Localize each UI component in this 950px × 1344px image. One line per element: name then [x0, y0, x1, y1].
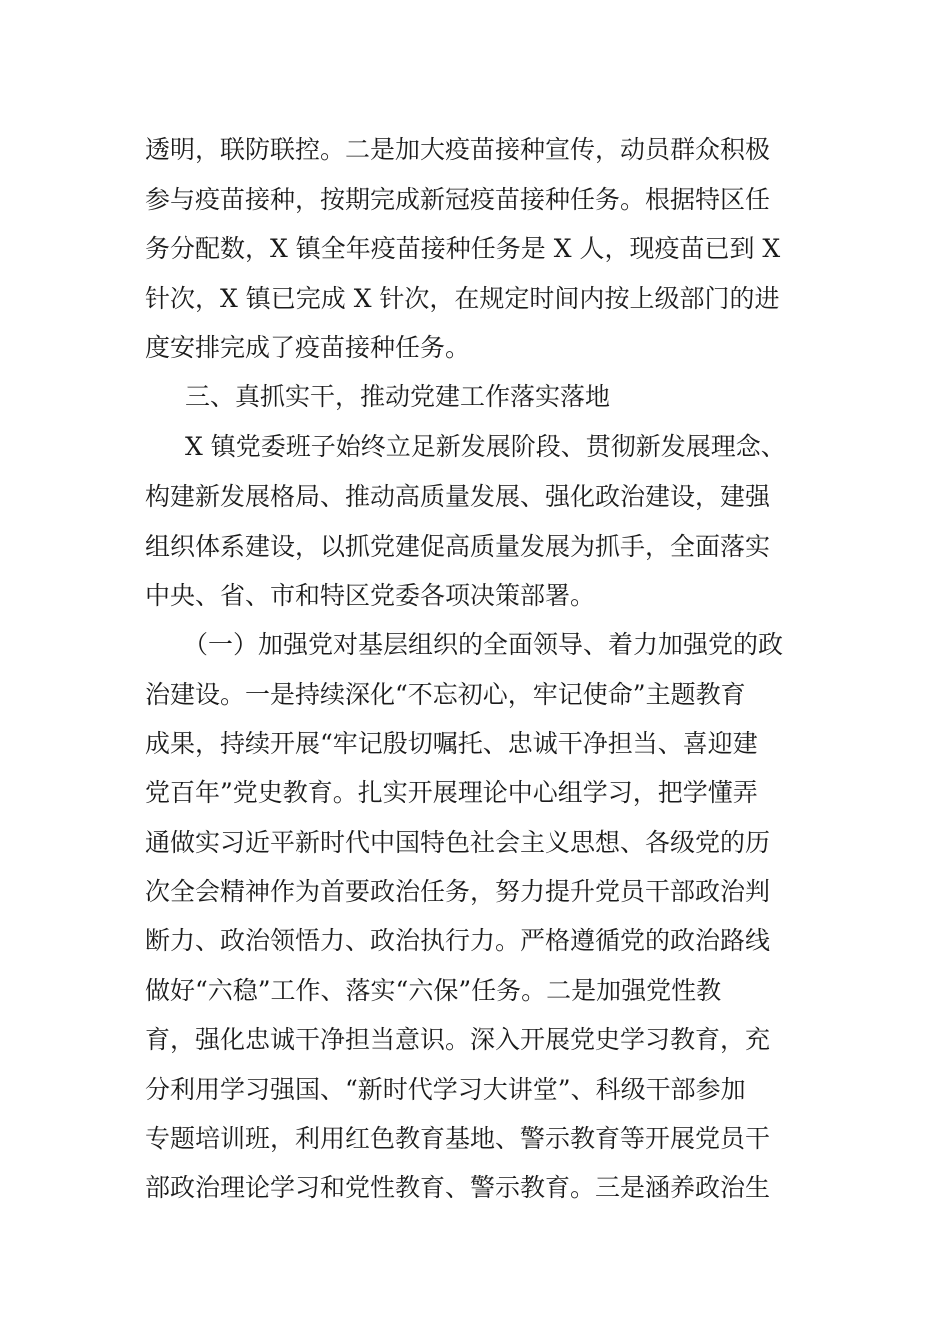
- text-line-13: 成果，持续开展“牢记殷切嘱托、忠诚干净担当、喜迎建: [145, 729, 758, 758]
- text-line-4: 针次，X 镇已完成 X 针次，在规定时间内按上级部门的进: [145, 284, 780, 313]
- text-line-9: 组织体系建设，以抓党建促高质量发展为抓手，全面落实: [145, 532, 771, 561]
- text-line-10: 中央、省、市和特区党委各项决策部署。: [145, 581, 596, 610]
- text-line-21: 专题培训班，利用红色教育基地、警示教育等开展党员干: [145, 1124, 771, 1153]
- text-line-14: 党百年”党史教育。扎实开展理论中心组学习，把学懂弄: [145, 778, 758, 807]
- text-line-3: 务分配数，X 镇全年疫苗接种任务是 X 人，现疫苗已到 X: [145, 234, 781, 263]
- text-line-18: 做好“六稳”工作、落实“六保”任务。二是加强党性教: [145, 976, 722, 1005]
- text-line-19: 育，强化忠诚干净担当意识。深入开展党史学习教育，充: [145, 1025, 771, 1054]
- text-line-15: 通做实习近平新时代中国特色社会主义思想、各级党的历: [145, 828, 771, 857]
- text-line-1: 透明，联防联控。二是加大疫苗接种宣传，动员群众积极: [145, 135, 771, 164]
- text-line-22: 部政治理论学习和党性教育、警示教育。三是涵养政治生: [145, 1173, 771, 1202]
- text-line-5: 度安排完成了疫苗接种任务。: [145, 333, 471, 362]
- text-line-17: 断力、政治领悟力、政治执行力。严格遵循党的政治路线: [145, 926, 771, 955]
- section-heading: 三、真抓实干，推动党建工作落实落地: [185, 382, 611, 411]
- text-line-20: 分利用学习强国、“新时代学习大讲堂”、科级干部参加: [145, 1075, 746, 1104]
- text-line-2: 参与疫苗接种，按期完成新冠疫苗接种任务。根据特区任: [145, 185, 771, 214]
- subsection-line-1: （一）加强党对基层组织的全面领导、着力加强党的政: [183, 630, 784, 659]
- text-line-8: 构建新发展格局、推动高质量发展、强化政治建设，建强: [145, 482, 771, 511]
- text-line-12: 治建设。一是持续深化“不忘初心，牢记使命”主题教育: [145, 680, 746, 709]
- text-line-7: X 镇党委班子始终立足新发展阶段、贯彻新发展理念、: [185, 432, 786, 461]
- text-line-16: 次全会精神作为首要政治任务，努力提升党员干部政治判: [145, 877, 771, 906]
